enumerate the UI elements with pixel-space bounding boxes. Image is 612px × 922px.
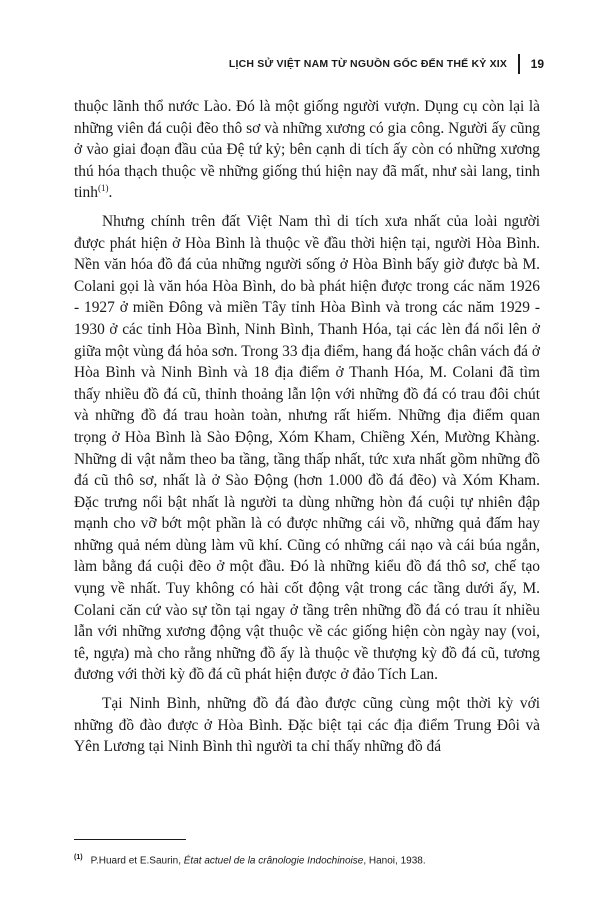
body-text (74, 96, 540, 765)
paragraph-2: Nhưng chính trên đất Việt Nam thì di tích xưa nhất của loài người được phát hiện ở Hòa Bình là thuộc về đầu thời hiện tại, người Hòa Bình. Nền văn hóa đồ đá của những người sống ở Hòa Bình bấy giờ được bà M. Colani gọi là văn hóa Hòa Bình, do bà phát hiện được trong các năm 1926 - 1927 ở miền Đông và miền Tây tỉnh Hòa Bình và trong các năm 1929 - 1930 ở các tỉnh Hòa Bình, Ninh Bình, Thanh Hóa, tại các lèn đá nổi lên ở giữa một vùng đá hỏa sơn. Trong 33 địa điểm, hang đá hoặc chân vách đá ở Hòa Bình và Ninh Bình và 18 địa điểm ở Thanh Hóa, M. Colani đã tìm thấy nhiều đồ đá cũ, thỉnh thoảng lẫn lộn với những đồ đá có trau đôi chút và những đồ đá trau hoàn toàn, nhưng rất hiếm. Những địa điểm quan trọng ở Hòa Bình là Sào Động, Xóm Kham, Chiềng Xén, Mường Khàng. Những di vật nằm theo ba tầng, tầng thấp nhất, tức xưa nhất gồm những đồ đá cũ thô sơ, nhất là ở Sào Động (hơn 1.000 đồ đá đẽo) và Xóm Kham. Đặc trưng nổi bật nhất là người ta dùng những hòn đá cuội tự nhiên đập mạnh cho vỡ bớt một phần là có được những cái vồ, những quả đấm hay những quả ném dùng làm vũ khí. Cũng có những cái nạo và cái búa ngắn, làm bằng đá cuội đẽo ở một đầu. Đó là những kiểu đồ đá thô sơ, chế tạo vụng về nhất. Tuy không có hài cốt động vật trong các tầng dưới ấy, M. Colani căn cứ vào sự tồn tại ngay ở tầng trên những đồ đá có trau ít nhiều lẫn với những xương động vật thuộc về các giống hiện còn ngày nay (voi, tê, ngựa) mà cho rằng những đồ ấy là thuộc về thượng kỳ đồ đá cũ, tương đương với thời kỳ đồ đá cũ phát hiện được ở đảo Tích Lan. (74, 212, 540, 684)
paragraph-1-text: thuộc lãnh thổ nước Lào. Đó là một giống người vượn. Dụng cụ còn lại là những viên đá cuội đẽo thô sơ và những xương có gia công. Người ấy cũng ở vào giai đoạn đầu của Đệ tứ kỷ; bên cạnh di tích ấy còn có những xương thú hóa thạch thuộc về những giống thú hiện nay đã mất, như sài lang, tinh tinh (74, 98, 540, 202)
footnote-divider (74, 839, 186, 840)
footnote (74, 851, 540, 867)
header-divider (518, 54, 520, 74)
footnote-marker: (1) (74, 854, 83, 861)
footnote-title: État actuel de la crânologie Indochinoise (183, 855, 364, 867)
running-header (70, 54, 544, 74)
paragraph-3: Tại Ninh Bình, những đồ đá đào được cũng cùng một thời kỳ với những đồ đào được ở Hòa Bình. Đặc biệt tại các địa điểm Trung Đôi và Yên Lương tại Ninh Bình thì người ta chỉ thấy những đồ đá (74, 695, 540, 756)
page-number: 19 (530, 57, 544, 71)
footnote-authors: P.Huard et E.Saurin, (90, 855, 184, 867)
paragraph-1-end: . (108, 184, 113, 202)
footnote-tail: , Hanoi, 1938. (363, 855, 426, 867)
paragraph-1 (74, 96, 540, 204)
footnote-reference[interactable]: (1) (97, 183, 109, 194)
running-title: LỊCH SỬ VIỆT NAM TỪ NGUỒN GỐC ĐẾN THẾ KỶ XIX (228, 58, 508, 70)
